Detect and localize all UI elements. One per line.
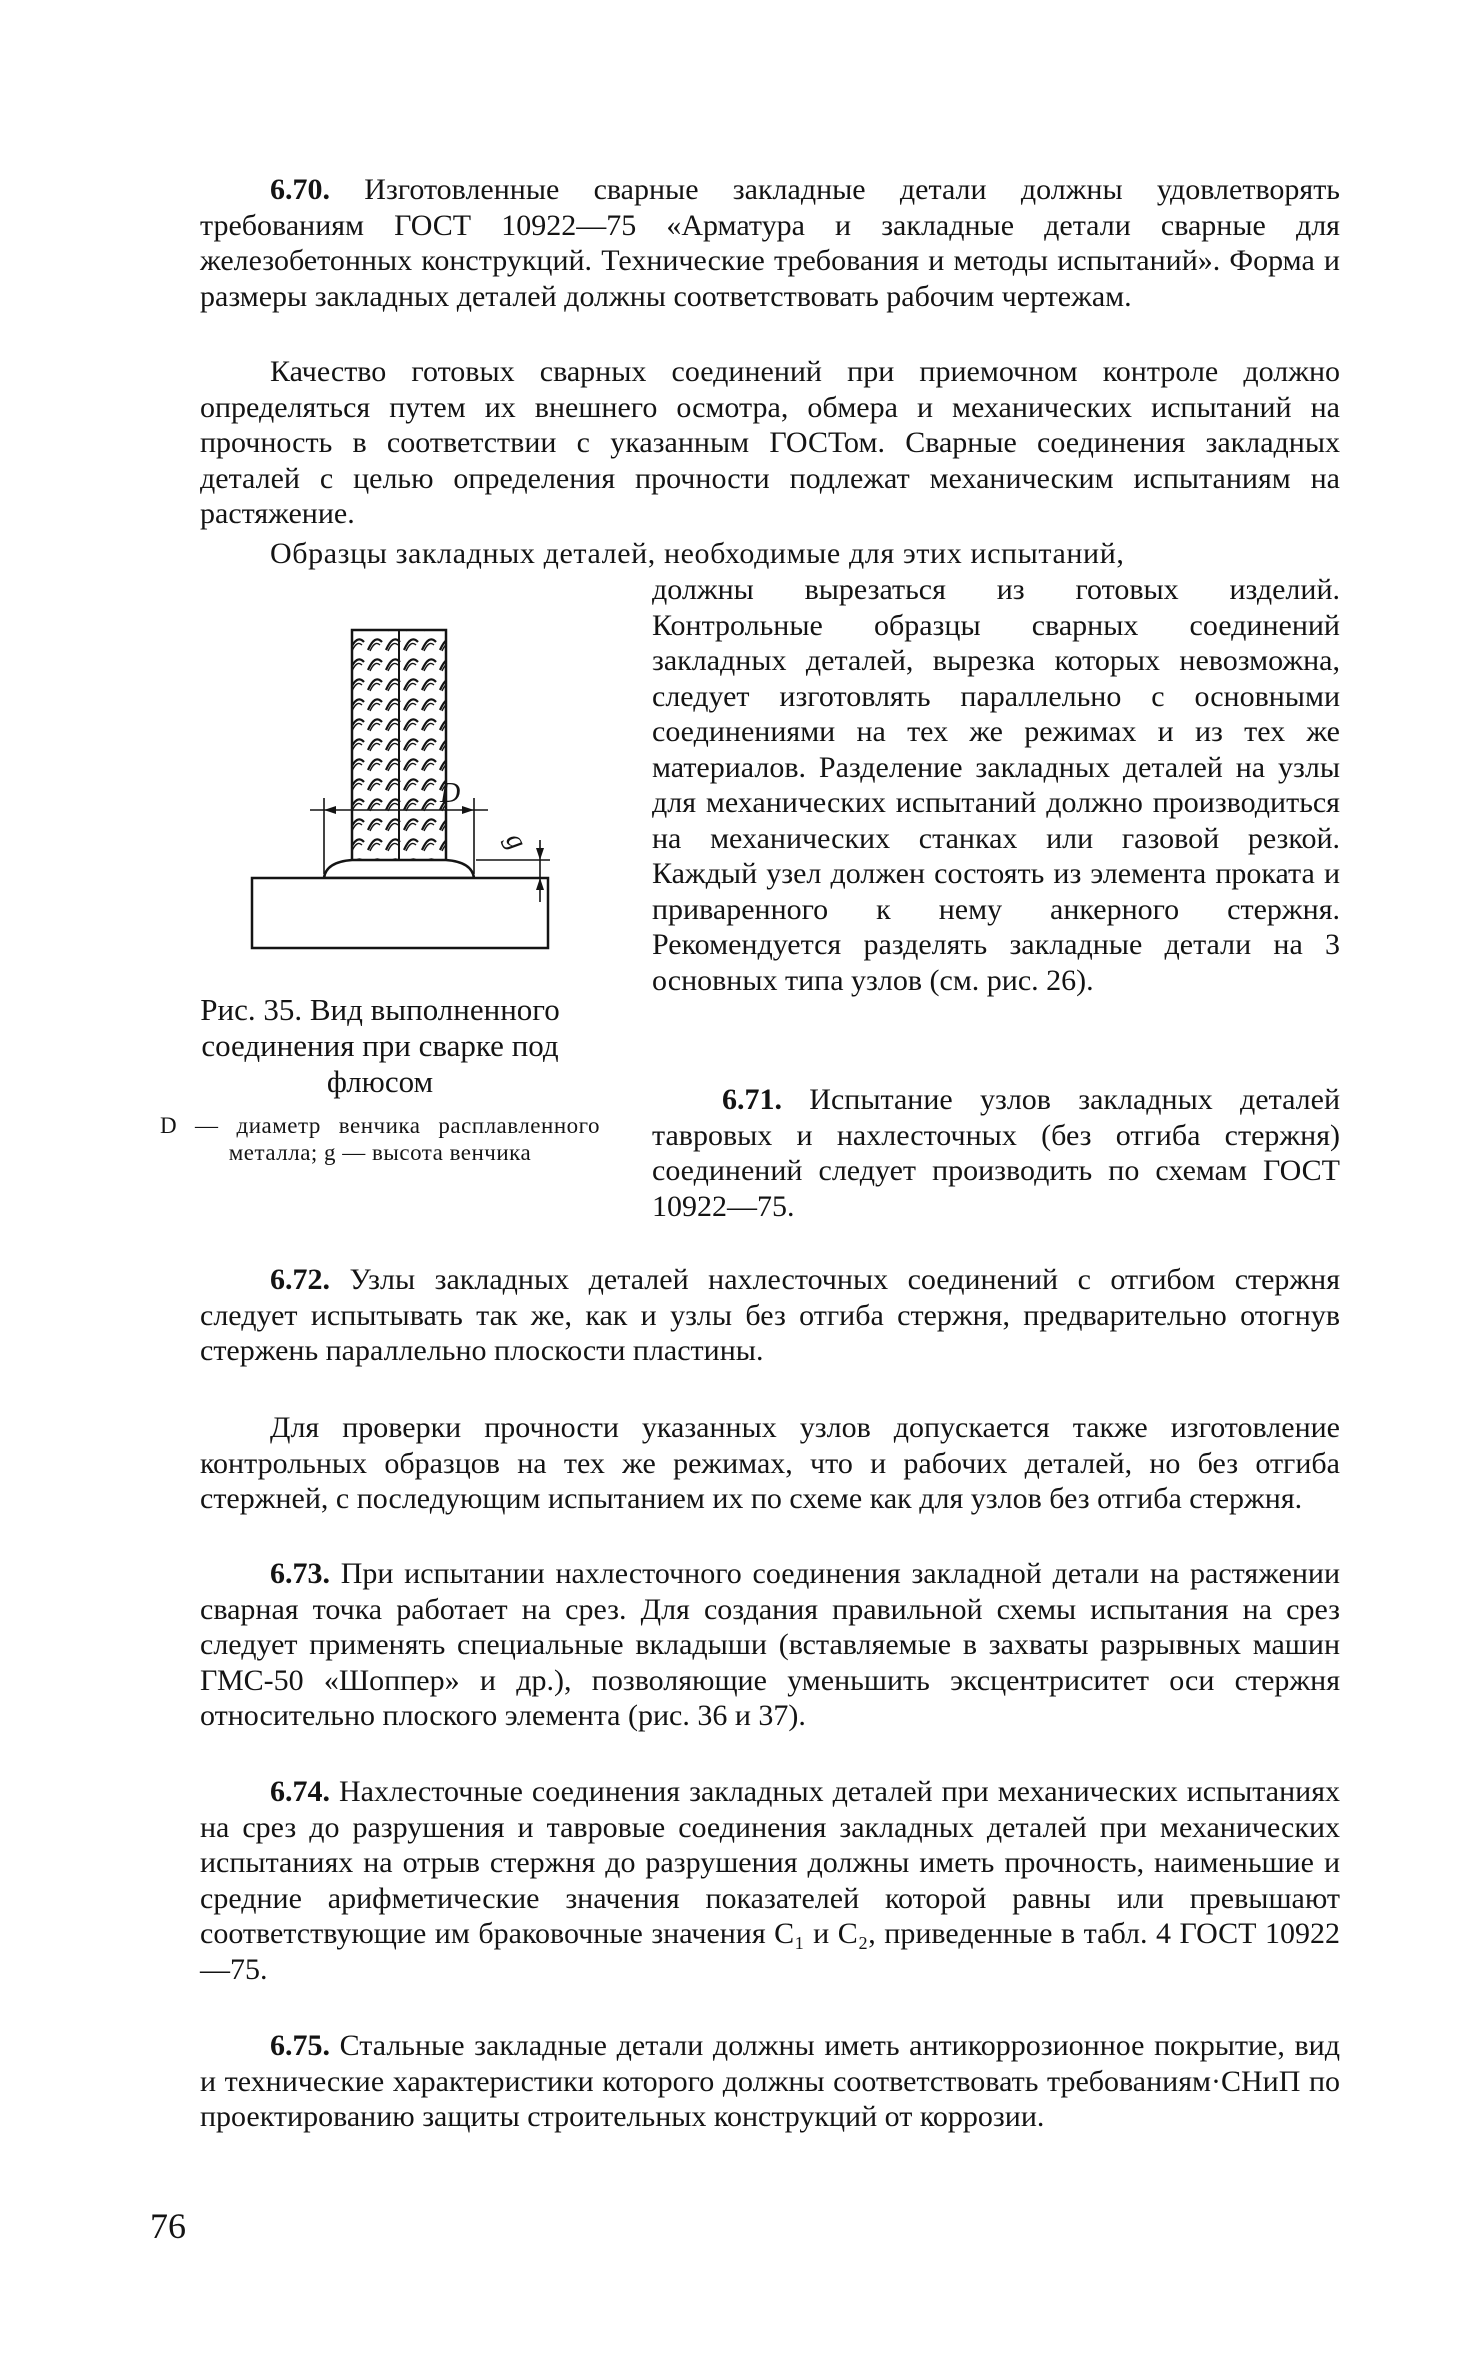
paragraph-6-70	[200, 172, 1340, 314]
paragraph-samples-continued: должны вырезаться из готовых изделий. Контрольные образцы сварных соединений закладных деталей, вырезка которых невозможна, следует изготовлять параллельно с основными соединениями на тех же режимах и из тех же материалов. Разделение закладных деталей на узлы для механических испытаний должно производиться на механических станках или газовой резкой. Каждый узел должен состоять из элемента проката и приваренного к нему анкерного стержня. Рекомендуется разделять закладные детали на 3 основных типа узлов (см. рис. 26).	[652, 573, 1340, 997]
paragraph-control-samples: Для проверки прочности указанных узлов допускается также изготовление контрольных образцов на тех же режимах, что и рабочих деталей, но без отгиба стержней, с последующим испытанием их по схеме как для узлов без отгиба стержня.	[200, 1411, 1340, 1515]
paragraph-6-74	[200, 1774, 1340, 1987]
clause-number: 6.72.	[270, 1263, 330, 1296]
arrow-icon	[462, 806, 474, 814]
paragraph-text: Стальные закладные детали должны иметь антикоррозионное покрытие, вид и технические характеристики которого должны соответствовать требованиям·СНиП по проектированию защиты строительных конструкций от коррозии.	[200, 2029, 1340, 2133]
paragraph-samples-lead: Образцы закладных деталей, необходимые для этих испытаний,	[270, 537, 1125, 570]
label-g: g	[499, 827, 533, 855]
paragraph-6-73	[200, 1556, 1340, 1734]
weld-joint-drawing	[240, 612, 560, 952]
paragraph-quality-control: Качество готовых сварных соединений при приемочном контроле должно определяться путем их внешнего осмотра, обмера и механических испытаний на прочность в соответствии с указанным ГОСТом. Сварные соединения закладных деталей с целью определения прочности подлежат механическим испытаниям на растяжение.	[200, 355, 1340, 530]
paragraph-6-72	[200, 1262, 1340, 1369]
label-d: D	[440, 778, 461, 809]
paragraph-text: Изготовленные сварные закладные детали должны удовлетворять требованиям ГОСТ 10922—75 «Арматура и закладные детали сварные для железобетонных конструкций. Технические требования и методы испытаний». Форма и размеры закладных деталей должны соответствовать рабочим чертежам.	[200, 173, 1340, 313]
figure-35-weld-joint	[240, 612, 560, 957]
paragraph-text: Испытание узлов закладных деталей тавровых и нахлесточных (без отгиба стержня) соединений следует производить по схемам ГОСТ 10922—75.	[652, 1083, 1340, 1223]
clause-number: 6.70.	[270, 173, 330, 206]
clause-number: 6.75.	[270, 2029, 330, 2062]
paragraph-text: При испытании нахлесточного соединения закладной детали на растяжении сварная точка работает на срез. Для создания правильной схемы испытания на срез следует применять специальные вкладыши (вставляемые в захваты разрывных машин ГМС-50 «Шоппер» и др.), позволяющие уменьшить эксцентриситет оси стержня относительно плоского элемента (рис. 36 и 37).	[200, 1557, 1341, 1732]
clause-number: 6.74.	[270, 1775, 330, 1808]
arrow-icon	[536, 848, 544, 860]
paragraph-text: Узлы закладных деталей нахлесточных соединений с отгибом стержня следует испытывать так же, как и узлы без отгиба стержня, предварительно отогнув стержень параллельно плоскости пластины.	[200, 1263, 1341, 1367]
weld-collar	[324, 860, 474, 878]
paragraph-text: Нахлесточные соединения закладных деталей при механических испытаниях на срез до разрушения и тавровые соединения закладных деталей при механических испытаниях на отрыв стержня до разрушения должны иметь прочность, наименьшие и средние арифметические значения показателей которой равны или превышают соответствующие им браковочные значения C₁ и C₂, приведенные в табл. 4 ГОСТ 10922—75.	[200, 1775, 1341, 1986]
clause-number: 6.73.	[270, 1557, 330, 1590]
figure-legend: D — диаметр венчика расплавленного металла; g — высота венчика	[160, 1113, 600, 1165]
clause-number: 6.71.	[722, 1083, 782, 1116]
paragraph-6-75	[200, 2028, 1340, 2135]
paragraph-6-71	[652, 1082, 1340, 1224]
arrow-icon	[324, 806, 336, 814]
figure-caption: Рис. 35. Вид выполненного соединения при сварке под флюсом	[200, 992, 560, 1099]
page-number: 76	[150, 2206, 186, 2246]
steel-plate	[252, 878, 548, 948]
